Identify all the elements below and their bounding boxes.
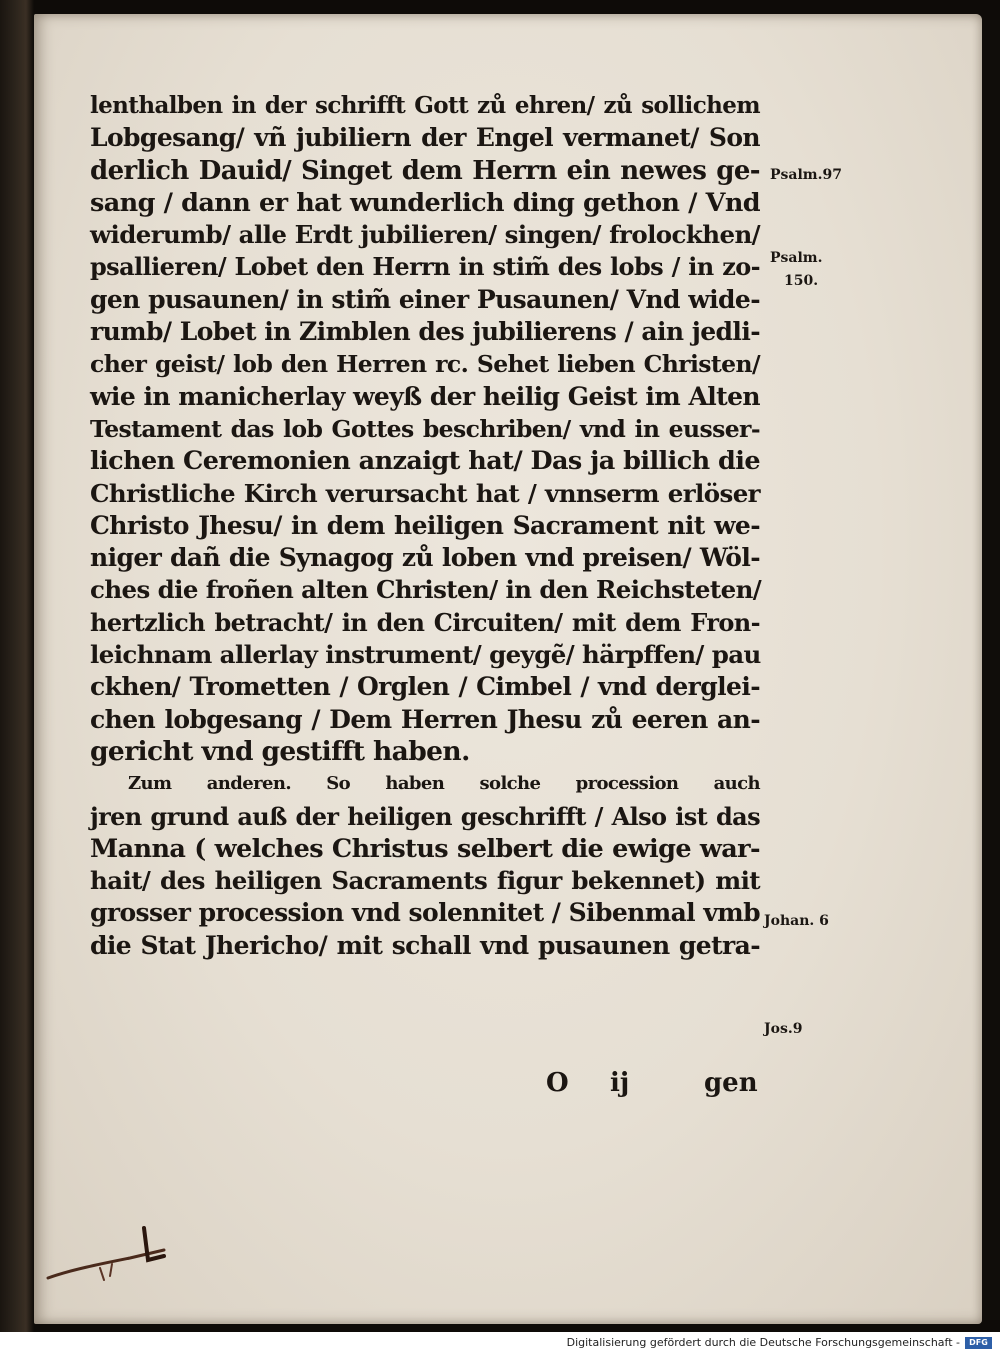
text-line: lenthalben in der schrifft Gott zů ehren/ zů sollichem — [90, 92, 760, 119]
catchword: gen — [704, 1068, 758, 1098]
text-line: Christliche Kirch verursacht hat / vnnserm erlöser — [90, 478, 760, 508]
text-line: Testament das lob Gottes beschriben/ vnd in eusser- — [90, 414, 760, 443]
dfg-logo: DFG — [965, 1337, 992, 1349]
page-text — [90, 90, 760, 962]
footer-bar — [0, 1332, 1000, 1354]
text-line: Manna ( welches Christus selbert die ewige war- — [90, 833, 760, 864]
text-line: widerumb/ alle Erdt jubilieren/ singen/ frolockhen/ — [90, 220, 760, 250]
text-line: die Stat Jhericho/ mit schall vnd pusaunen getra- — [90, 930, 760, 960]
text-line: wie in manicherlay weyß der heilig Geist im Alten — [90, 381, 760, 411]
text-line: jren grund auß der heiligen geschrifft / Also ist das — [90, 801, 760, 831]
text-line: grosser procession vnd solennitet / Sibenmal vmb — [90, 898, 760, 928]
footer-credit: Digitalisierung gefördert durch die Deutsche Forschungsgemeinschaft - — [566, 1336, 960, 1349]
text-line: Christo Jhesu/ in dem heiligen Sacrament nit we- — [90, 510, 760, 540]
signature-mark: O — [546, 1068, 569, 1098]
margin-note-psalm-150: Psalm. — [770, 250, 823, 266]
text-line: rumb/ Lobet in Zimblen des jubilierens / ain jedli- — [90, 317, 760, 347]
text-line: leichnam allerlay instrument/ geygẽ/ härpffen/ pau — [90, 640, 761, 670]
margin-note-johan: Johan. 6 — [764, 913, 829, 929]
text-line: psallieren/ Lobet den Herrn in stim̃ des lobs / in zo- — [90, 252, 760, 282]
text-line: niger dañ die Synagog zů loben vnd preisen/ Wöl- — [90, 543, 760, 573]
paragraph-first-line: Zum anderen. So haben solche procession auch — [128, 773, 760, 795]
text-line: hait/ des heiligen Sacraments figur bekennet) mit — [90, 866, 760, 896]
ink-mark-icon — [40, 1220, 180, 1290]
text-line: hertzlich betracht/ in den Circuiten/ mit dem Fron- — [90, 607, 760, 637]
text-line: chen lobgesang / Dem Herren Jhesu zů eeren an- — [90, 704, 760, 734]
text-line: derlich Dauid/ Singet dem Herrn ein newes ge- — [90, 155, 760, 186]
text-line: lichen Ceremonien anzaigt hat/ Das ja billich die — [90, 446, 760, 477]
scan-dark-edge — [982, 20, 1000, 1320]
margin-note-psalm-97: Psalm.97 — [770, 167, 842, 183]
text-line: Lobgesang/ vñ jubiliern der Engel vermanet/ Son — [90, 123, 760, 153]
text-line: sang / dann er hat wunderlich ding gethon / Vnd — [90, 187, 760, 218]
text-line: ches die froñen alten Christen/ in den Reichsteten/ — [90, 575, 762, 605]
text-line: gericht vnd gestifft haben. — [90, 735, 470, 767]
text-line: cher geist/ lob den Herren rc. Sehet lieben Christen/ — [90, 350, 760, 379]
margin-note-psalm-150-number: 150. — [784, 273, 819, 289]
text-line: ckhen/ Trometten / Orglen / Cimbel / vnd derglei- — [90, 672, 760, 702]
text-line: gen pusaunen/ in stim̃ einer Pusaunen/ Vnd wide- — [90, 284, 760, 314]
signature-number: ij — [610, 1068, 630, 1098]
margin-note-jos: Jos.9 — [764, 1021, 803, 1037]
